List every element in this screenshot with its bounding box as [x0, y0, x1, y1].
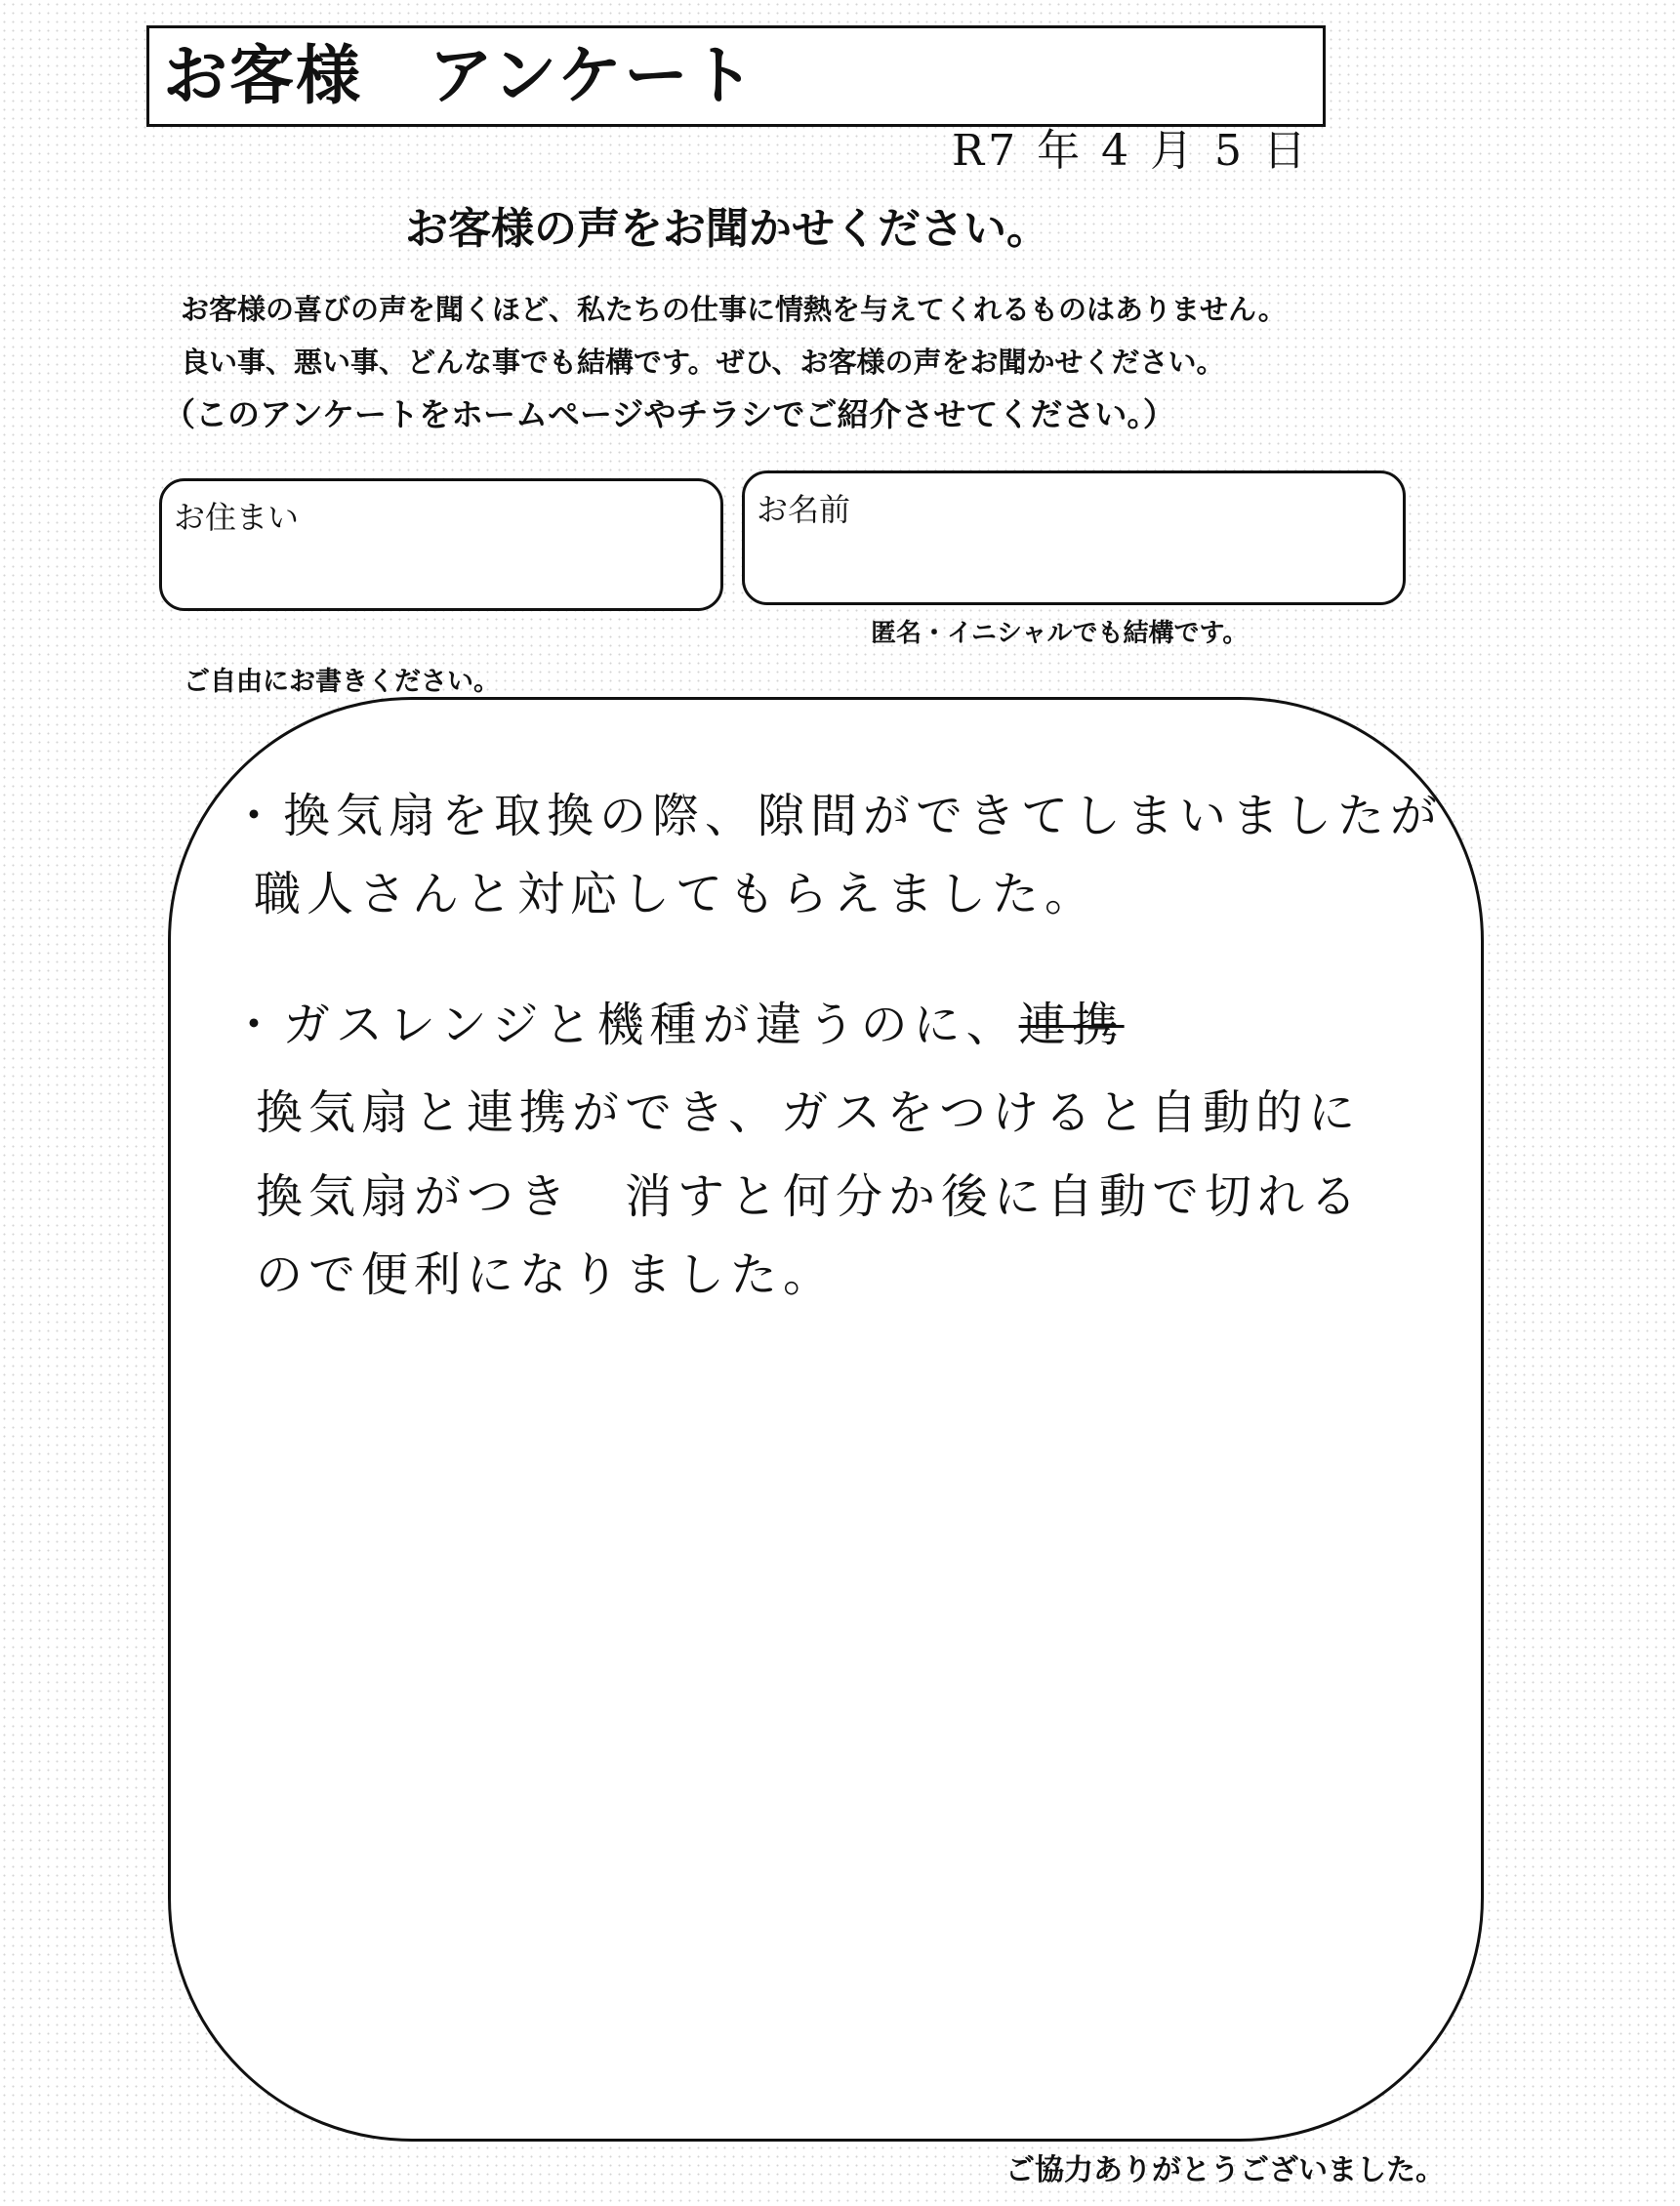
address-field[interactable] [159, 478, 723, 611]
comment-line-5: 換気扇がつき 消すと何分か後に自動で切れる [256, 1169, 1364, 1224]
comment-line-3 [230, 996, 1125, 1054]
intro-text [163, 283, 1287, 441]
comment-line-4: 換気扇と連携ができ、ガスをつけると自動的に [256, 1085, 1362, 1140]
comment-line-3-text: ・ガスレンジと機種が違うのに、 [230, 998, 1019, 1052]
intro-line-3: （このアンケートをホームページやチラシでご紹介させてください。） [163, 395, 1175, 433]
intro-line-2: 良い事、悪い事、どんな事でも結構です。ぜひ、お客様の声をお聞かせください。 [181, 346, 1225, 379]
survey-title-box [146, 25, 1326, 127]
survey-title: お客様 アンケート [163, 38, 758, 113]
page-heading: お客様の声をお聞かせください。 [405, 204, 1049, 254]
comment-line-3-struck: 連携 [1018, 998, 1125, 1052]
name-field[interactable] [742, 470, 1406, 605]
comment-line-1: ・換気扇を取換の際、隙間ができてしまいましたが [230, 789, 1444, 843]
comment-line-6: ので便利になりました。 [256, 1247, 837, 1302]
closing-message: ご協力ありがとうございました。 [1005, 2153, 1445, 2187]
comment-line-2: 職人さんと対応してもらえました。 [254, 867, 1098, 921]
anonymous-note: 匿名・イニシャルでも結構です。 [871, 619, 1249, 648]
free-comment-label: ご自由にお書きください。 [184, 667, 500, 697]
address-label: お住まい [174, 499, 300, 536]
name-label: お名前 [757, 491, 851, 528]
intro-line-1: お客様の喜びの声を聞くほど、私たちの仕事に情熱を与えてくれるものはありません。 [181, 293, 1287, 326]
survey-date: R7 年 4 月 5 日 [952, 126, 1311, 176]
